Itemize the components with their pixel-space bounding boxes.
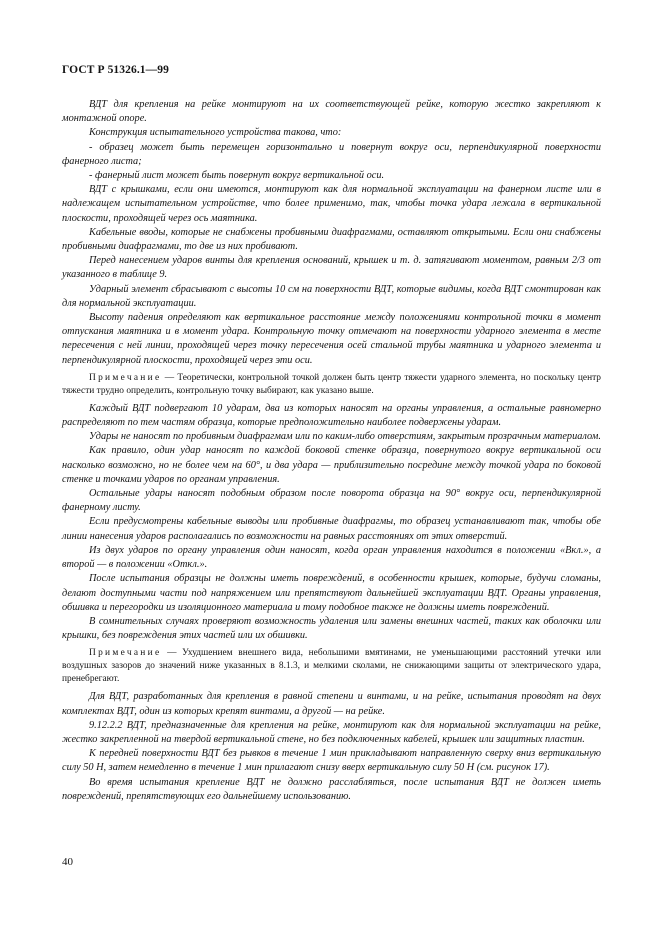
paragraph: - фанерный лист может быть повернут вокруг вертикальной оси.: [89, 170, 385, 182]
paragraph: Для ВДТ, разработанных для крепления в равной степени и винтами, и на рейке, испытания проводят на двух комплектах ВДТ, один из которых крепят винтами, а другой — на рейке.: [62, 691, 601, 717]
note-text: — Теоретически, контрольной точкой должен быть центр тяжести ударного элемента, но поскольку центр тяжести трудно определить, контрольную точку выбирают, как указано выше.: [62, 372, 601, 396]
note: [62, 372, 601, 398]
paragraph: После испытания образцы не должны иметь повреждений, в особенности крышек, которые, будучи сломаны, делают доступными части под напряжением или препятствуют дальнейшей эксплуатации ВДТ. Органы управления, обшивка и перегородки из изоляционного материала и тому подобное также не должны иметь повреждений.: [62, 573, 601, 613]
note: [62, 647, 601, 686]
paragraph: Если предусмотрены кабельные выводы или пробивные диафрагмы, то образец устанавливают так, чтобы обе линии нанесения ударов располагались по возможности на равных расстояниях от этих отверстий.: [62, 516, 601, 542]
paragraph: К передней поверхности ВДТ без рывков в течение 1 мин прикладывают направленную сверху вниз вертикальную силу 50 Н, затем немедленно в течение 1 мин прилагают снизу вверх вертикальную силу 50 Н (см. рисунок 17).: [62, 748, 601, 774]
paragraph: Остальные удары наносят подобным образом после поворота образца на 90° вокруг оси, перпендикулярной фанерному листу.: [62, 488, 601, 514]
paragraph: Как правило, один удар наносят по каждой боковой стенке образца, повернутого вокруг вертикальной оси насколько возможно, но не более чем на 60°, и два удара — приблизительно посредине между точкой удара по боковой стенке и точками ударов по органам управления.: [62, 445, 601, 485]
document-header: ГОСТ Р 51326.1—99: [62, 64, 169, 76]
paragraph: Удары не наносят по пробивным диафрагмам или по каким-либо отверстиям, закрытым прозрачным материалом.: [89, 431, 601, 443]
note-label: Примечание: [89, 648, 162, 659]
paragraph: Высоту падения определяют как вертикальное расстояние между положениями контрольной точки в момент отпускания маятника и в момент удара. Контрольную точку отмечают на поверхности ударного элемента в месте пересечения с ней линии, проходящей через точку пересечения осей стальной трубы маятника и ударного элемента и перпендикулярной плоскости, проходящей через эти оси.: [62, 312, 601, 366]
page-number: 40: [62, 856, 73, 868]
paragraph: ВДТ для крепления на рейке монтируют на их соответствующей рейке, которую жестко закрепляют к монтажной опоре.: [62, 99, 601, 125]
paragraph: Из двух ударов по органу управления один наносят, когда орган управления находится в положении «Вкл.», а второй — в положении «Откл.».: [62, 544, 601, 571]
note-text: — Ухудшением внешнего вида, небольшими вмятинами, не уменьшающими расстояний утечки или воздушных зазоров до значений ниже указанных в 8.1.3, и мелкими сколами, не снижающими защиты от электрического удара, пренебрегают.: [62, 648, 601, 685]
paragraph: Ударный элемент сбрасывают с высоты 10 см на поверхности ВДТ, которые видимы, когда ВДТ смонтирован как для нормальной эксплуатации.: [62, 283, 601, 309]
paragraph: ВДТ с крышками, если они имеются, монтируют как для нормальной эксплуатации на фанерном листе или в надлежащем испытательном устройстве, что более применимо, так, чтобы точка удара лежала в вертикальной плоскости, проходящей через ось маятника.: [62, 184, 601, 224]
paragraph: Во время испытания крепление ВДТ не должно расслабляться, после испытания ВДТ не должен иметь повреждений, препятствующих его дальнейшему использованию.: [62, 776, 601, 802]
paragraph: В сомнительных случаях проверяют возможность удаления или замены внешних частей, таких как оболочки или крышки, без повреждения этих частей или их обшивки.: [62, 615, 601, 642]
paragraph: 9.12.2.2 ВДТ, предназначенные для крепления на рейке, монтируют как для нормальной эксплуатации на рейке, жестко закрепленной на твердой вертикальной стене, но без подключенных кабелей, крышек или защитных пластин.: [62, 719, 601, 745]
document-body: [62, 98, 601, 804]
paragraph: - образец может быть перемещен горизонтально и повернут вокруг оси, перпендикулярной поверхности фанерного листа;: [62, 141, 601, 167]
paragraph: Перед нанесением ударов винты для крепления оснований, крышек и т. д. затягивают моментом, равным 2/3 от указанного в таблице 9.: [62, 255, 601, 281]
note-label: Примечание: [89, 372, 162, 383]
paragraph: Каждый ВДТ подвергают 10 ударам, два из которых наносят на органы управления, а остальные равномерно распределяют по тем частям образца, которые предположительно наиболее подвержены ударам.: [62, 402, 601, 429]
paragraph: Кабельные вводы, которые не снабжены пробивными диафрагмами, оставляют открытыми. Если они снабжены пробивными диафрагмами, то две из них пробивают.: [62, 226, 601, 253]
paragraph: Конструкция испытательного устройства такова, что:: [89, 127, 342, 139]
